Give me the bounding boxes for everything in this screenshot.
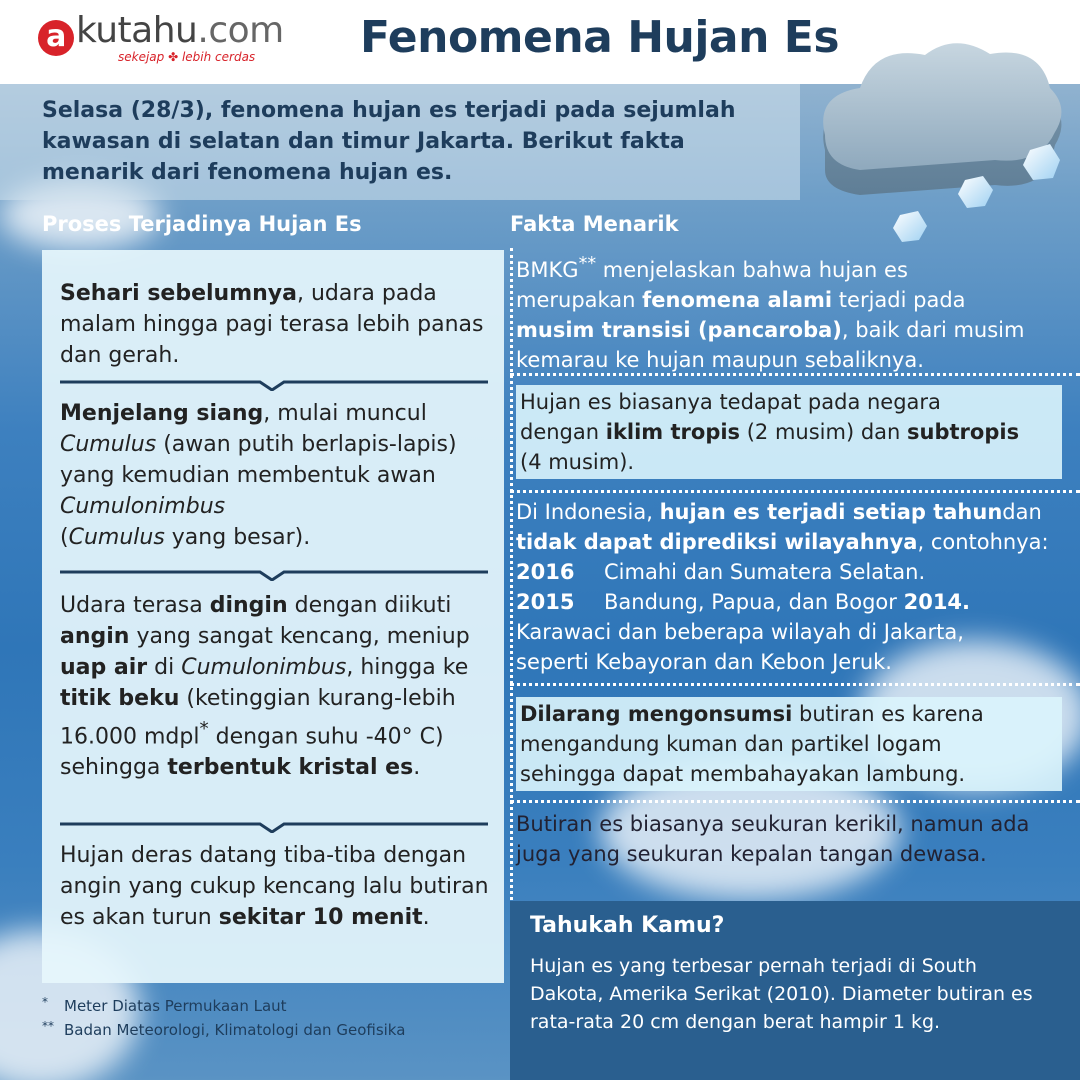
step-divider-arrow (60, 373, 488, 391)
process-step-3 (60, 590, 490, 783)
fact-3-text: Bandung, Papua, dan Bogor (604, 590, 904, 614)
fact-4 (516, 697, 1062, 791)
fact-1-bold: fenomena alami (642, 288, 833, 312)
facts-dotted-divider (510, 248, 513, 913)
year-label: 2015 (516, 590, 575, 614)
fact-3-bold: hujan es terjadi setiap tahun (659, 500, 1003, 524)
fact-4-text: sehingga dapat membahayakan lambung. (520, 762, 966, 786)
did-you-know-text: Hujan es yang terbesar pernah terjadi di South Dakota, Amerika Serikat (2010). Diameter butiran es rata-rata 20 cm dengan berat hampir 1 kg. (530, 955, 1033, 1033)
page-title: Fenomena Hujan Es (360, 12, 840, 63)
fact-2-bold: subtropis (907, 420, 1020, 444)
step-divider-arrow (60, 563, 488, 581)
fact-3-text: dan (1002, 500, 1042, 524)
step-3-bold: uap air (60, 655, 148, 680)
step-3-text: . (413, 755, 421, 781)
fact-3-text: Di Indonesia, (516, 500, 660, 524)
step-2-text: yang besar). (164, 525, 311, 550)
step-4-text: Hujan deras datang tiba-tiba dengan angin yang cukup kencang lalu butiran es akan turun (60, 843, 489, 930)
step-3-bold: titik beku (60, 686, 180, 711)
fact-5 (516, 809, 1029, 869)
step-3-bold: angin (60, 624, 130, 649)
process-step-1 (60, 278, 490, 371)
facts-section-title: Fakta Menarik (510, 212, 679, 236)
ice-cloud-icon (805, 40, 1075, 270)
footnote-2 (42, 1019, 412, 1041)
step-3-term: Cumulonimbus (181, 655, 347, 680)
step-3-text: yang sangat kencang, meniup (129, 624, 470, 649)
step-2-term: Cumulus (68, 525, 165, 550)
footnote-text: Badan Meteorologi, Klimatologi dan Geofisika (64, 1021, 406, 1039)
fact-4-bold: Dilarang mengonsumsi (520, 702, 793, 726)
step-1-text: , udara pada malam hingga pagi terasa lebih panas dan gerah. (60, 281, 484, 368)
step-4-text: . (422, 905, 430, 930)
fact-1-text: merupakan (516, 288, 643, 312)
footnote-marker: * (199, 719, 209, 740)
intro-text: Selasa (28/3), fenomena hujan es terjadi pada sejumlah kawasan di selatan dan timur Jakarta. Berikut fakta menarik dari fenomena hujan es. (42, 98, 736, 185)
fact-2-text: Hujan es biasanya tedapat pada negara (520, 390, 941, 414)
fact-5-text: juga yang seukuran kepalan tangan dewasa. (516, 842, 987, 866)
process-section-title: Proses Terjadinya Hujan Es (42, 212, 362, 236)
step-3-text: di (147, 655, 182, 680)
step-3-text: (ketinggian kurang-lebih 16.000 mdpl (60, 686, 456, 750)
step-2-term: Cumulus (60, 432, 157, 457)
step-divider-arrow (60, 815, 488, 833)
process-step-2 (60, 398, 490, 553)
fact-3-text: seperti Kebayoran dan Kebon Jeruk. (516, 650, 892, 674)
step-3-text: , hingga ke (346, 655, 469, 680)
fact-2-text: dengan (520, 420, 606, 444)
fact-1-text: , baik dari musim (841, 318, 1025, 342)
akutahu-logo[interactable] (38, 10, 284, 64)
step-2-text: ( (60, 525, 69, 550)
step-3-text: dengan diikuti (287, 593, 452, 618)
footnote-text: Meter Diatas Permukaan Laut (64, 997, 287, 1015)
footnote-1 (42, 995, 412, 1017)
fact-1-bold: musim transisi (pancaroba) (516, 318, 842, 342)
footnote-marker: ** (578, 254, 597, 274)
footnote-mark: ** (42, 1019, 54, 1033)
fact-4-text: mengandung kuman dan partikel logam (520, 732, 942, 756)
fact-3 (516, 497, 1049, 677)
year-label: 2014. (903, 590, 971, 614)
fact-2-bold: iklim tropis (605, 420, 741, 444)
logo-tagline: sekejap ✤ lebih cerdas (118, 50, 256, 64)
fact-separator (510, 683, 1080, 686)
step-3-text: dengan suhu -40° C) sehingga (60, 724, 444, 781)
fact-3-text: Karawaci dan beberapa wilayah di Jakarta, (516, 620, 964, 644)
process-step-4 (60, 840, 490, 933)
fact-separator (510, 490, 1080, 493)
step-2-term: Cumulonimbus (60, 494, 226, 519)
step-2-lead: Menjelang siang (60, 401, 264, 426)
fact-3-bold: tidak dapat diprediksi wilayahnya (516, 530, 918, 554)
logo-letter-badge: a (38, 20, 74, 56)
fact-5-text: Butiran es biasanya seukuran kerikil, namun ada (516, 812, 1030, 836)
step-3-bold: dingin (209, 593, 288, 618)
fact-1-text: kemarau ke hujan maupun sebaliknya. (516, 348, 924, 372)
fact-2-text: (4 musim). (520, 450, 635, 474)
step-3-text: Udara terasa (60, 593, 210, 618)
fact-3-text: Cimahi dan Sumatera Selatan. (604, 560, 926, 584)
step-3-bold: terbentuk kristal es (167, 755, 414, 781)
logo-suffix: .com (197, 10, 284, 51)
footnote-mark: * (42, 995, 48, 1009)
fact-4-text: butiran es karena (792, 702, 984, 726)
fact-2-text: (2 musim) dan (740, 420, 908, 444)
fact-1 (516, 249, 1024, 375)
step-2-text: (awan putih berlapis-lapis) yang kemudian membentuk awan (60, 432, 457, 488)
fact-1-text: menjelaskan bahwa hujan es (596, 258, 908, 282)
year-label: 2016 (516, 560, 575, 584)
did-you-know-title: Tahukah Kamu? (530, 913, 725, 938)
fact-3-text: , contohnya: (917, 530, 1049, 554)
step-2-text: , mulai muncul (263, 401, 427, 426)
fact-2 (516, 385, 1062, 479)
logo-name: kutahu (76, 10, 198, 51)
fact-separator (510, 800, 1080, 803)
fact-1-text: terjadi pada (832, 288, 966, 312)
fact-1-text: BMKG (516, 258, 579, 282)
step-4-bold: sekitar 10 menit (218, 905, 423, 930)
step-1-lead: Sehari sebelumnya (60, 281, 297, 306)
